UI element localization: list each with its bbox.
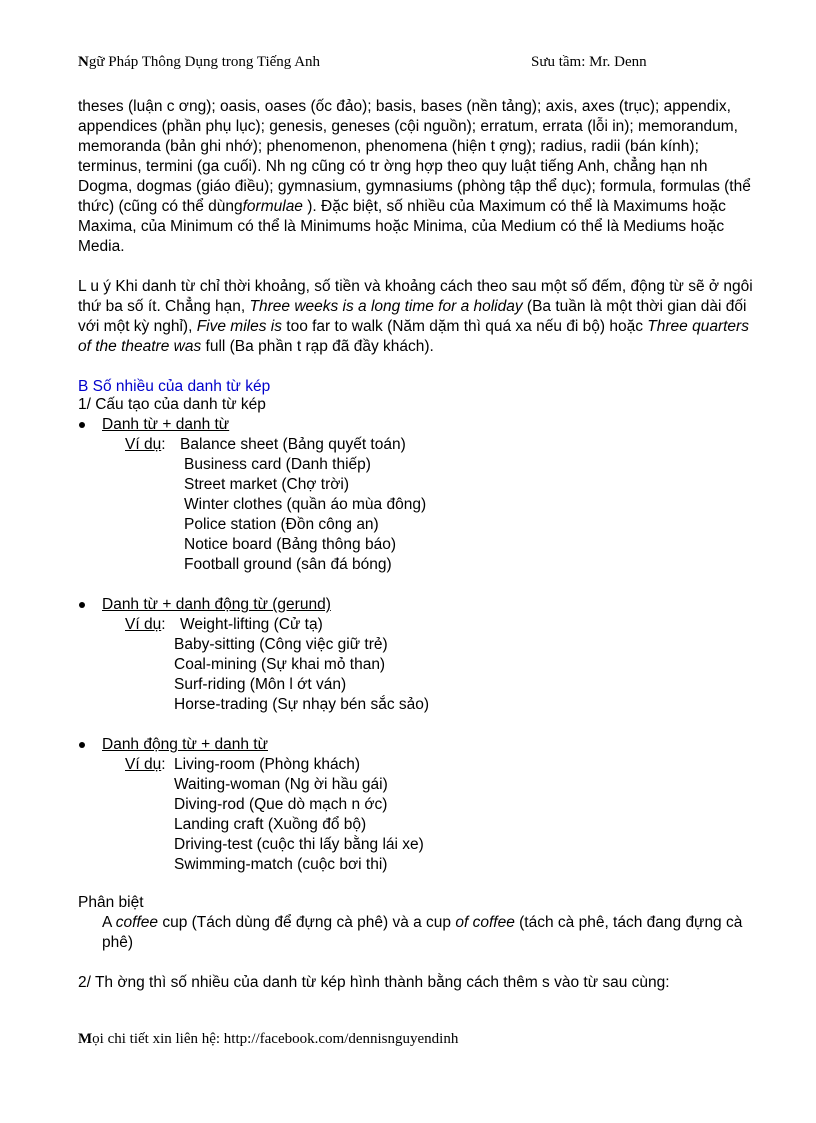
- header-title-rest: gữ Pháp Thông Dụng trong Tiếng Anh: [88, 54, 321, 70]
- text-italic: of coffee: [455, 914, 515, 931]
- bullet-icon: [79, 422, 85, 428]
- example-label: [125, 615, 166, 635]
- text-line: phê): [102, 934, 134, 951]
- text-italic: of the theatre was: [78, 338, 202, 355]
- text-span: thức) (cũng có thể dùng: [78, 198, 243, 215]
- example-item: Street market (Chợ trời): [184, 476, 350, 493]
- text-line: memoranda (bản ghi nhớ); phenomenon, phenomena (hiện t ợng); radius, radii (bán kính);: [78, 138, 699, 155]
- section-heading: B Số nhiều của danh từ kép: [78, 378, 271, 395]
- example-item: Police station (Đồn công an): [184, 516, 379, 533]
- text-span: A: [102, 914, 116, 931]
- example-item: Waiting-woman (Ng ời hầu gái): [174, 776, 388, 793]
- example-label: [125, 755, 166, 775]
- text-line: [78, 297, 746, 317]
- text-line: theses (luận c ơng); oasis, oases (ốc đảo); basis, bases (nền tảng); axis, axes (trục); appendix,: [78, 98, 731, 115]
- text-line: [78, 197, 726, 217]
- group-title: Danh động từ + danh từ: [102, 736, 268, 753]
- text-italic: Three quarters: [647, 318, 749, 335]
- text-italic: Three weeks is a long time for a holiday: [249, 298, 523, 315]
- text-italic: Five miles is: [196, 318, 282, 335]
- example-label: [125, 435, 166, 455]
- example-item: Horse-trading (Sự nhạy bén sắc sảo): [174, 696, 430, 713]
- colon: :: [161, 436, 166, 453]
- group-title: Danh từ + danh động từ (gerund): [102, 596, 331, 613]
- vidu-label: Ví dụ: [125, 756, 162, 773]
- header-title-initial: N: [78, 54, 89, 70]
- text-italic: coffee: [115, 914, 159, 931]
- example-item: Swimming-match (cuộc bơi thi): [174, 856, 388, 873]
- example-item: Surf-riding (Môn l ớt ván): [174, 676, 347, 693]
- example-item: Balance sheet (Bảng quyết toán): [180, 436, 406, 453]
- example-item: Landing craft (Xuồng đổ bộ): [174, 816, 367, 833]
- vidu-label: Ví dụ: [125, 616, 162, 633]
- text-line: Media.: [78, 238, 125, 255]
- text-span: với một kỳ nghỉ),: [78, 318, 197, 335]
- bullet-icon: [79, 742, 85, 748]
- text-span: ). Đặc biệt, số nhiều của Maximum có thể là Maximums hoặc: [302, 198, 726, 215]
- text-line: L u ý Khi danh từ chỉ thời khoảng, số tiền và khoảng cách theo sau một số đếm, động từ sẽ ở ngôi: [78, 278, 753, 295]
- text-line: Dogma, dogmas (giáo điều); gymnasium, gymnasiums (phòng tập thể dục); formula, formulas (thể: [78, 178, 751, 195]
- text-line: [78, 337, 434, 357]
- example-item: Coal-mining (Sự khai mỏ than): [174, 656, 386, 673]
- text-line: 2/ Th ờng thì số nhiều của danh từ kép hình thành bằng cách thêm s vào từ sau cùng:: [78, 974, 670, 991]
- example-item: Notice board (Bảng thông báo): [184, 536, 396, 553]
- distinction-heading: Phân biệt: [78, 894, 144, 911]
- example-item: Baby-sitting (Công việc giữ trẻ): [174, 636, 388, 653]
- colon: :: [161, 616, 166, 633]
- example-item: Diving-rod (Que dò mạch n ớc): [174, 796, 388, 813]
- example-item: Weight-lifting (Cử tạ): [180, 616, 323, 633]
- subsection-heading: 1/ Cấu tạo của danh từ kép: [78, 396, 266, 413]
- text-line: Maxima, của Minimum có thể là Minimums hoặc Minima, của Medium có thể là Mediums hoặc: [78, 218, 725, 235]
- footer-initial: M: [78, 1031, 93, 1047]
- header-title: [78, 54, 320, 71]
- header-author: Sưu tầm: Mr. Denn: [531, 54, 647, 70]
- text-span: cup (Tách dùng để đựng cà phê) và a cup: [158, 914, 456, 931]
- example-item: Driving-test (cuộc thi lấy bằng lái xe): [174, 836, 424, 853]
- text-span: thứ ba số ít. Chẳng hạn,: [78, 298, 250, 315]
- text-span: too far to walk (Năm dặm thì quá xa nếu đi bộ) hoặc: [281, 318, 648, 335]
- example-item: Living-room (Phòng khách): [174, 756, 361, 773]
- text-line: terminus, termini (ga cuối). Nh ng cũng có tr ờng hợp theo quy luật tiếng Anh, chẳng hạn nh: [78, 158, 708, 175]
- colon: :: [161, 756, 166, 773]
- group-title: Danh từ + danh từ: [102, 416, 230, 433]
- text-span: (tách cà phê, tách đang đựng cà: [514, 914, 743, 931]
- text-italic: formulae: [242, 198, 303, 215]
- example-item: Business card (Danh thiếp): [184, 456, 371, 473]
- text-span: full (Ba phần t rạp đã đầy khách).: [201, 338, 434, 355]
- example-item: Winter clothes (quần áo mùa đông): [184, 496, 427, 513]
- bullet-icon: [79, 602, 85, 608]
- text-line: appendices (phần phụ lục); genesis, geneses (cội nguồn); erratum, errata (lỗi in); memorandum,: [78, 118, 738, 135]
- text-line: [78, 317, 749, 337]
- text-span: (Ba tuần là một thời gian dài đối: [522, 298, 747, 315]
- footer-contact: [78, 1031, 458, 1048]
- footer-rest: ọi chi tiết xin liên hệ: http://facebook.com/dennisnguyendinh: [92, 1031, 459, 1047]
- text-line: [102, 913, 742, 933]
- example-item: Football ground (sân đá bóng): [184, 556, 392, 573]
- vidu-label: Ví dụ: [125, 436, 162, 453]
